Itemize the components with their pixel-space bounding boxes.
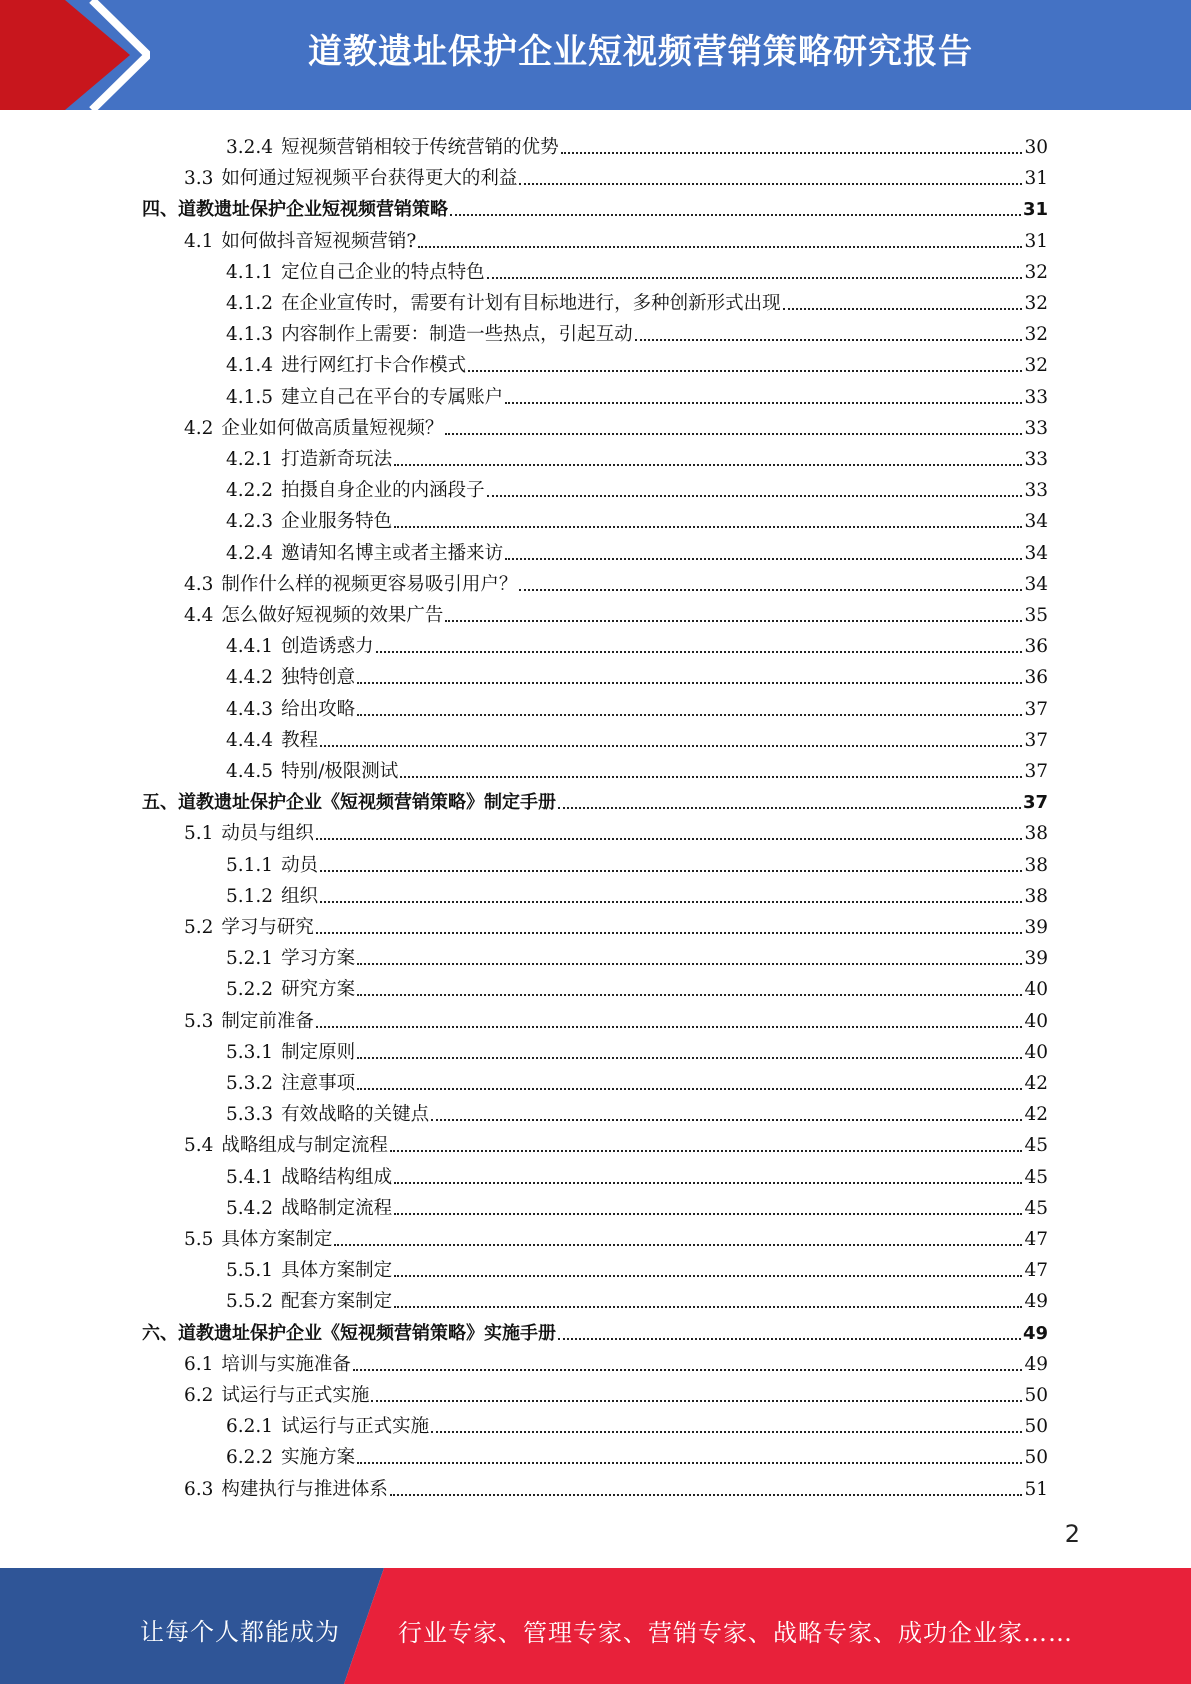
toc-entry-page: 39 [1024,917,1048,938]
toc-entry-number: 4.4.3 [226,698,274,720]
toc-entry-page: 42 [1024,1073,1048,1094]
toc-leader-dots [394,1213,1022,1215]
toc-entry-title: 教程 [281,729,319,751]
toc-leader-dots [357,682,1022,684]
toc-entry-number: 4.1.4 [226,355,274,377]
toc-leader-dots [334,1244,1022,1246]
toc-entry-title: 具体方案制定 [221,1229,333,1250]
toc-entry-number: 6.2.1 [226,1416,274,1438]
toc-entry-number: 5.3.3 [226,1104,274,1126]
toc-entry-number: 3.3 [184,168,214,190]
toc-entry-page: 39 [1024,948,1048,970]
toc-entry-page: 38 [1024,854,1048,876]
toc-entry[interactable] [184,814,1048,845]
toc-entry-title: 动员与组织 [221,823,314,845]
toc-entry-page: 50 [1024,1385,1048,1406]
toc-leader-dots [519,589,1022,591]
toc-entry-page: 42 [1024,1104,1048,1126]
toc-entry-page: 50 [1024,1447,1048,1469]
toc-entry-number: 5.3 [184,1010,214,1032]
page-number: 2 [1064,1520,1080,1548]
toc-entry[interactable] [226,253,1048,284]
toc-entry-page: 47 [1024,1229,1048,1250]
toc-entry-number: 6.2.2 [226,1447,274,1469]
toc-entry-number: 4.1.3 [226,324,274,346]
toc-entry-title: 组织 [281,885,319,907]
toc-entry-title: 邀请知名博主或者主播来访 [281,542,504,564]
toc-entry-page: 45 [1024,1197,1048,1219]
toc-entry-page: 34 [1024,542,1048,564]
toc-entry[interactable] [226,440,1048,471]
toc-leader-dots [320,901,1022,903]
toc-entry-number: 5.4.2 [226,1197,274,1219]
toc-entry-page: 31 [1022,199,1048,221]
toc-entry-title: 配套方案制定 [281,1291,393,1313]
toc-entry[interactable] [226,939,1048,970]
toc-entry-title: 内容制作上需要：制造一些热点，引起互动 [281,324,633,346]
toc-entry[interactable] [226,1407,1048,1438]
toc-entry-title: 特别/极限测试 [281,761,399,782]
toc-entry-page: 38 [1024,823,1048,845]
toc-entry[interactable] [226,1282,1048,1313]
toc-entry-number: 3.2.4 [226,137,274,158]
toc-entry-page: 33 [1024,417,1048,439]
toc-entry[interactable] [226,1064,1048,1095]
toc-entry-page: 37 [1022,792,1048,814]
toc-entry-title: 试运行与正式实施 [221,1385,370,1406]
toc-entry-title: 独特创意 [281,667,356,689]
toc-entry-title: 五、道教遗址保护企业《短视频营销策略》制定手册 [142,792,556,814]
page-footer [0,1568,1191,1684]
toc-entry-title: 怎么做好短视频的效果广告 [221,605,444,626]
toc-entry[interactable] [184,1126,1048,1157]
toc-entry-page: 31 [1024,168,1048,190]
toc-entry-number: 5.2 [184,917,214,938]
toc-entry-title: 制定前准备 [221,1010,314,1032]
toc-entry-page: 51 [1024,1478,1048,1500]
toc-entry-title: 短视频营销相较于传统营销的优势 [281,137,559,158]
toc-entry[interactable] [226,315,1048,346]
toc-entry[interactable] [226,1251,1048,1282]
toc-entry-number: 4.4.5 [226,761,274,782]
toc-entry-page: 33 [1024,386,1048,408]
toc-entry-page: 32 [1024,261,1048,283]
toc-leader-dots [400,776,1022,778]
toc-entry-title: 学习与研究 [221,917,314,938]
toc-leader-dots [320,870,1022,872]
toc-entry-page: 32 [1024,293,1048,314]
toc-entry[interactable] [226,752,1048,783]
toc-leader-dots [445,620,1022,622]
toc-entry-page: 37 [1024,698,1048,720]
toc-entry[interactable] [226,970,1048,1001]
toc-leader-dots [376,651,1023,653]
toc-entry-page: 36 [1024,667,1048,689]
toc-entry-page: 38 [1024,885,1048,907]
toc-entry-number: 4.1 [184,230,214,252]
toc-entry-number: 4.4.2 [226,667,274,689]
toc-entry-page: 34 [1024,573,1048,595]
toc-leader-dots [316,838,1023,840]
toc-entry-title: 如何通过短视频平台获得更大的利益 [221,168,518,190]
toc-entry[interactable] [184,908,1048,939]
toc-entry-title: 建立自己在平台的专属账户 [281,386,504,408]
toc-entry-page: 33 [1024,480,1048,502]
toc-leader-dots [431,1431,1022,1433]
toc-leader-dots [558,1338,1021,1340]
toc-leader-dots [561,152,1023,154]
toc-entry[interactable] [226,471,1048,502]
toc-entry-title: 六、道教遗址保护企业《短视频营销策略》实施手册 [142,1322,556,1344]
toc-entry[interactable] [184,1376,1048,1407]
toc-leader-dots [394,1182,1022,1184]
toc-entry-title: 具体方案制定 [281,1260,393,1282]
toc-entry-title: 动员 [281,854,319,876]
toc-entry-page: 40 [1024,1010,1048,1032]
toc-entry-title: 研究方案 [281,979,356,1001]
toc-entry-number: 4.1.1 [226,261,274,283]
toc-leader-dots [371,1400,1022,1402]
toc-entry-title: 培训与实施准备 [221,1353,351,1375]
toc-entry[interactable] [226,1189,1048,1220]
toc-entry[interactable] [184,1002,1048,1033]
toc-entry-title: 注意事项 [281,1073,356,1094]
toc-entry-page: 45 [1024,1135,1048,1157]
toc-entry[interactable] [226,128,1048,159]
toc-entry-number: 4.1.2 [226,293,274,314]
toc-entry[interactable] [184,1220,1048,1251]
toc-entry-number: 5.1.1 [226,854,274,876]
toc-entry-title: 学习方案 [281,948,356,970]
toc-entry-title: 四、道教遗址保护企业短视频营销策略 [142,199,448,221]
toc-entry-title: 构建执行与推进体系 [221,1478,388,1500]
toc-entry-page: 31 [1024,230,1048,252]
toc-leader-dots [468,370,1022,372]
toc-entry-number: 4.2.4 [226,542,274,564]
toc-leader-dots [487,277,1023,279]
toc-entry-page: 37 [1024,729,1048,751]
toc-entry-page: 32 [1024,355,1048,377]
toc-entry-page: 36 [1024,636,1048,658]
toc-leader-dots [558,807,1021,809]
toc-leader-dots [316,932,1023,934]
toc-entry-number: 5.2.1 [226,948,274,970]
toc-entry-number: 4.4 [184,605,214,626]
toc-entry[interactable] [226,378,1048,409]
toc-leader-dots [394,1306,1022,1308]
toc-entry-page: 40 [1024,979,1048,1001]
page-header [0,0,1191,110]
toc-entry-title: 定位自己企业的特点特色 [281,261,485,283]
toc-entry-number: 4.2.2 [226,480,274,502]
toc-entry[interactable] [226,1158,1048,1189]
toc-leader-dots [635,339,1023,341]
toc-entry[interactable] [226,1095,1048,1126]
toc-leader-dots [357,994,1022,996]
toc-entry[interactable] [184,596,1048,627]
toc-leader-dots [505,402,1022,404]
toc-entry-number: 6.3 [184,1478,214,1500]
toc-entry-number: 6.2 [184,1385,214,1406]
toc-entry-title: 战略结构组成 [281,1166,393,1188]
toc-entry-page: 49 [1024,1353,1048,1375]
toc-entry-page: 33 [1024,449,1048,470]
toc-entry-page: 45 [1024,1166,1048,1188]
toc-entry-page: 50 [1024,1416,1048,1438]
toc-entry-number: 5.2.2 [226,979,274,1001]
toc-leader-dots [357,1088,1022,1090]
toc-entry-title: 创造诱惑力 [281,636,374,658]
toc-leader-dots [320,745,1022,747]
toc-leader-dots [418,246,1022,248]
toc-entry-number: 4.4.4 [226,729,274,751]
toc-leader-dots [445,433,1022,435]
toc-entry-title: 打造新奇玩法 [281,449,393,470]
toc-leader-dots [357,963,1022,965]
toc-entry[interactable] [184,159,1048,190]
document-title: 道教遗址保护企业短视频营销策略研究报告 [308,32,973,72]
toc-entry[interactable] [226,877,1048,908]
toc-entry[interactable] [184,409,1048,440]
toc-leader-dots [390,1494,1023,1496]
toc-entry-number: 4.1.5 [226,386,274,408]
toc-leader-dots [505,558,1022,560]
toc-entry-title: 有效战略的关键点 [281,1104,430,1126]
toc-entry-title: 在企业宣传时，需要有计划有目标地进行，多种创新形式出现 [281,293,781,314]
toc-entry-number: 5.5.2 [226,1291,274,1313]
toc-entry-title: 企业如何做高质量短视频？ [221,417,444,439]
toc-entry-number: 5.1 [184,823,214,845]
toc-entry-title: 如何做抖音短视频营销? [221,230,417,252]
toc-leader-dots [357,1462,1022,1464]
toc-entry-page: 37 [1024,761,1048,782]
toc-leader-dots [783,308,1023,310]
toc-entry-number: 5.4 [184,1135,214,1157]
toc-leader-dots [394,526,1022,528]
toc-entry-number: 4.4.1 [226,636,274,658]
toc-entry-page: 47 [1024,1260,1048,1282]
toc-entry-number: 4.2.1 [226,449,274,470]
toc-entry-number: 5.5.1 [226,1260,274,1282]
toc-entry[interactable] [226,1438,1048,1469]
toc-leader-dots [357,714,1022,716]
toc-leader-dots [394,464,1022,466]
toc-entry[interactable] [226,690,1048,721]
toc-entry-number: 4.2 [184,417,214,439]
toc-entry-page: 30 [1024,137,1048,158]
toc-entry-page: 32 [1024,324,1048,346]
toc-entry[interactable] [142,1314,1048,1345]
toc-entry-title: 战略制定流程 [281,1197,393,1219]
toc-entry-number: 4.2.3 [226,511,274,533]
toc-entry[interactable] [184,222,1048,253]
toc-entry[interactable] [184,1345,1048,1376]
toc-entry-page: 35 [1024,605,1048,626]
toc-entry[interactable] [226,658,1048,689]
toc-entry[interactable] [142,190,1048,221]
toc-entry-page: 49 [1024,1291,1048,1313]
toc-entry-number: 4.3 [184,573,214,595]
toc-leader-dots [353,1369,1023,1371]
toc-entry-number: 5.4.1 [226,1166,274,1188]
toc-entry-number: 5.1.2 [226,885,274,907]
toc-entry-page: 49 [1022,1322,1048,1344]
toc-entry-title: 制作什么样的视频更容易吸引用户？ [221,573,518,595]
toc-leader-dots [394,1275,1022,1277]
toc-entry[interactable] [226,284,1048,315]
toc-entry-title: 给出攻略 [281,698,356,720]
toc-leader-dots [431,1119,1022,1121]
toc-entry[interactable] [226,627,1048,658]
toc-entry-number: 5.3.2 [226,1073,274,1094]
toc-entry-title: 企业服务特色 [281,511,393,533]
toc-entry[interactable] [226,346,1048,377]
toc-leader-dots [357,1057,1022,1059]
toc-entry-page: 34 [1024,511,1048,533]
toc-entry[interactable] [226,502,1048,533]
toc-leader-dots [316,1026,1023,1028]
toc-leader-dots [519,183,1022,185]
toc-entry[interactable] [226,846,1048,877]
toc-entry-title: 战略组成与制定流程 [221,1135,388,1157]
toc-entry-page: 40 [1024,1041,1048,1063]
toc-entry[interactable] [142,783,1048,814]
toc-entry-title: 进行网红打卡合作模式 [281,355,467,377]
toc-entry-title: 实施方案 [281,1447,356,1469]
toc-leader-dots [450,214,1021,216]
footer-slogan-left: 让每个人都能成为 [140,1618,340,1646]
toc-entry[interactable] [226,534,1048,565]
toc-entry-title: 制定原则 [281,1041,356,1063]
toc-entry[interactable] [184,1470,1048,1501]
toc-entry[interactable] [226,721,1048,752]
toc-entry-number: 5.5 [184,1229,214,1250]
toc-entry[interactable] [184,565,1048,596]
toc-entry[interactable] [226,1033,1048,1064]
toc-entry-title: 试运行与正式实施 [281,1416,430,1438]
footer-slogan-right: 行业专家、管理专家、营销专家、战略专家、成功企业家…… [398,1619,1073,1647]
toc-entry-title: 拍摄自身企业的内涵段子 [281,480,485,502]
toc-leader-dots [390,1150,1023,1152]
toc-entry-number: 6.1 [184,1353,214,1375]
toc-entry-number: 5.3.1 [226,1041,274,1063]
toc-leader-dots [487,495,1023,497]
